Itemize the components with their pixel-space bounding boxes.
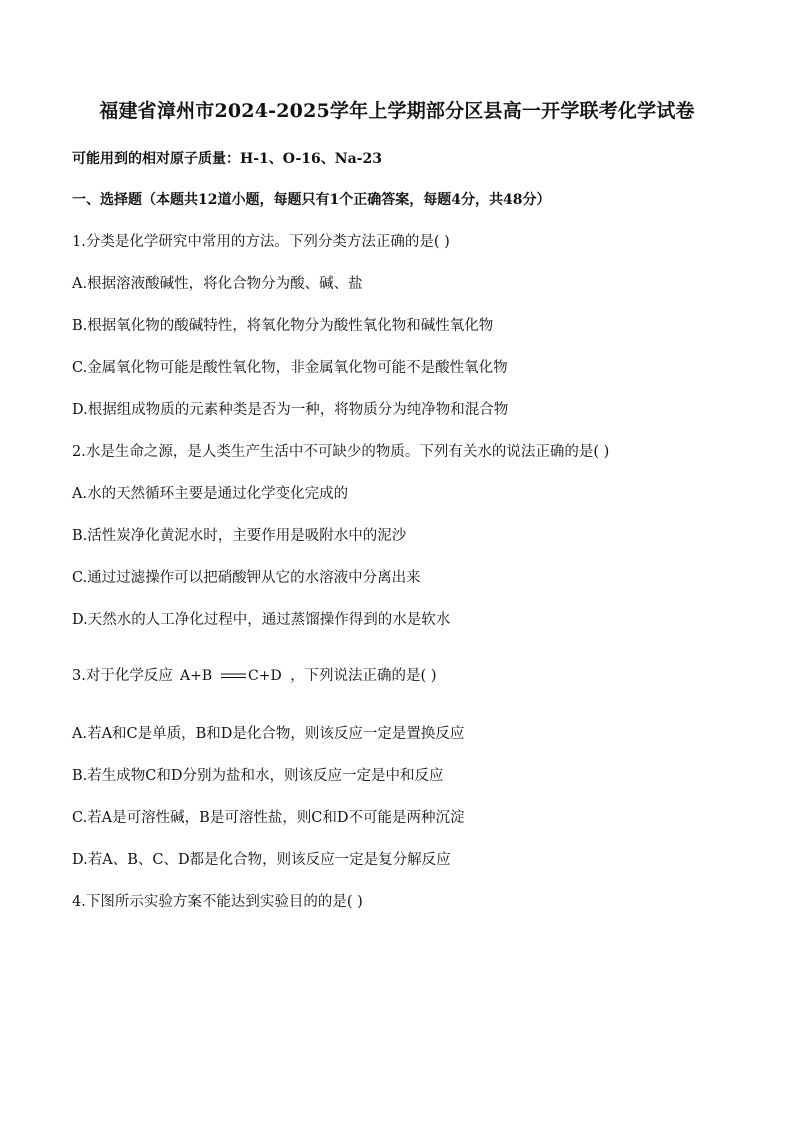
question-1-option-a: A.根据溶液酸碱性，将化合物分为酸、碱、盐 [72, 276, 363, 292]
question-2-option-b: B.活性炭净化黄泥水时，主要作用是吸附水中的泥沙 [72, 528, 407, 544]
question-2-option-a: A.水的天然循环主要是通过化学变化完成的 [72, 486, 349, 502]
question-3-prefix: 3.对于化学反应 [72, 668, 173, 684]
question-1-stem: 1.分类是化学研究中常用的方法。下列分类方法正确的是( ) [72, 234, 450, 250]
question-3-stem [72, 664, 437, 685]
question-2-option-d: D.天然水的人工净化过程中，通过蒸馏操作得到的水是软水 [72, 612, 451, 628]
question-1-option-d: D.根据组成物质的元素种类是否为一种，将物质分为纯净物和混合物 [72, 402, 509, 418]
reaction-equation [179, 667, 283, 685]
question-3-option-b: B.若生成物C和D分别为盐和水，则该反应一定是中和反应 [72, 768, 444, 784]
reaction-products: C+D [248, 668, 283, 684]
exam-title: 福建省漳州市2024-2025学年上学期部分区县高一开学联考化学试卷 [99, 100, 695, 122]
question-1-option-c: C.金属氧化物可能是酸性氧化物，非金属氧化物可能不是酸性氧化物 [72, 360, 508, 376]
question-3-option-c: C.若A是可溶性碱，B是可溶性盐，则C和D不可能是两种沉淀 [72, 810, 465, 826]
question-3-option-a: A.若A和C是单质，B和D是化合物，则该反应一定是置换反应 [72, 726, 465, 742]
question-3-suffix: ，下列说法正确的是( ) [290, 668, 437, 684]
question-4-stem: 4.下图所示实验方案不能达到实验目的的是( ) [72, 894, 363, 910]
section-heading: 一、选择题（本题共12道小题，每题只有1个正确答案，每题4分，共48分） [72, 192, 551, 208]
question-2-stem: 2.水是生命之源，是人类生产生活中不可缺少的物质。下列有关水的说法正确的是( ) [72, 444, 610, 460]
reaction-reactants: A+B [180, 668, 213, 684]
atomic-mass-note: 可能用到的相对原子质量：H-1、O-16、Na-23 [72, 151, 382, 167]
question-2-option-c: C.通过过滤操作可以把硝酸钾从它的水溶液中分离出来 [72, 570, 421, 586]
question-3-option-d: D.若A、B、C、D都是化合物，则该反应一定是复分解反应 [72, 852, 451, 868]
question-1-option-b: B.根据氧化物的酸碱特性，将氧化物分为酸性氧化物和碱性氧化物 [72, 318, 494, 334]
